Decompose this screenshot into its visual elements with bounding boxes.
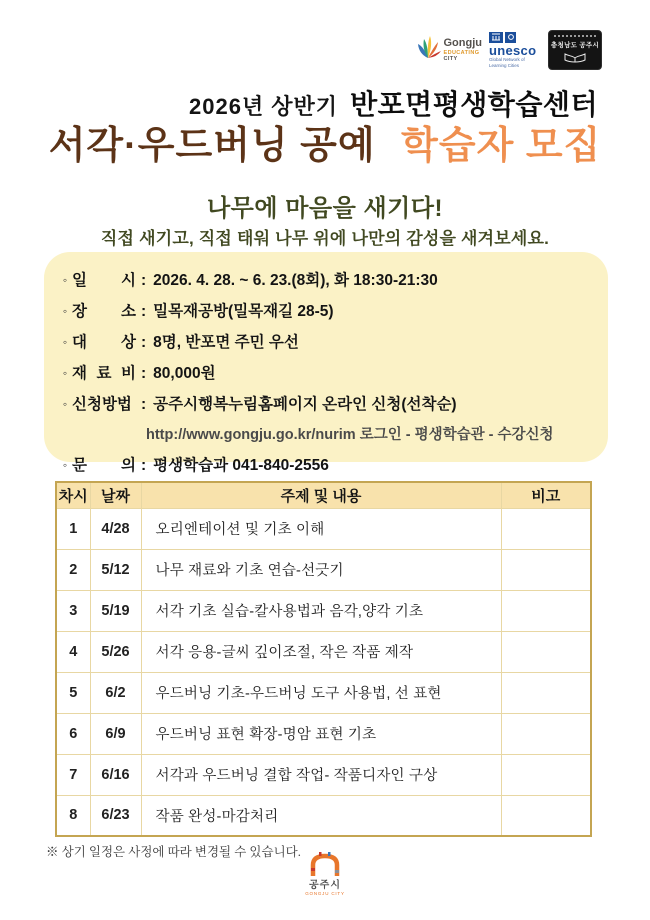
info-value-place: 밀목재공방(밀목재길 28-5) [153, 303, 334, 320]
title-program-name: 서각·우드버닝 공예 [48, 125, 376, 167]
educating-city-sub1: EDUCATING [443, 50, 480, 56]
footer-disclaimer: ※ 상기 일정은 사정에 따라 변경될 수 있습니다. [46, 845, 301, 859]
info-value-fee: 80,000원 [153, 365, 216, 382]
info-item-fee: ◦ 재 료 비 : 80,000원 [58, 358, 590, 389]
info-value-datetime: 2026. 4. 28. ~ 6. 23.(8회), 화 18:30-21:30 [153, 272, 438, 289]
badge-title: 충청남도 공주시 [550, 42, 600, 49]
title-year-term: 2026년 상반기 [189, 94, 339, 119]
unesco-subtext: Global Network of Learning Cities [489, 56, 525, 68]
arch-icon [308, 863, 342, 880]
table-row: 3 5/19 서각 기초 실습-칼사용법과 음각,양각 기초 [56, 590, 591, 631]
header-session: 차시 [56, 482, 90, 508]
info-value-apply: 공주시행복누림홈페이지 온라인 신청(선착순) [153, 396, 457, 413]
bullet-icon: ◦ [62, 458, 68, 472]
unesco-logo [489, 32, 541, 69]
city-logo-subtext: GONGJU CITY [305, 891, 345, 896]
info-item-apply: ◦ 신청방법 : 공주시행복누림홈페이지 온라인 신청(선착순) [58, 389, 590, 420]
badge-microtext-line [554, 35, 596, 37]
city-logo-name: 공주시 [309, 880, 341, 891]
header-logos [415, 30, 603, 70]
info-item-place: ◦ 장 소 : 밀목재공방(밀목재길 28-5) [58, 296, 590, 327]
table-row: 6 6/9 우드버닝 표현 확장-명암 표현 기초 [56, 713, 591, 754]
table-row: 1 4/28 오리엔테이션 및 기초 이해 [56, 508, 591, 549]
title-recruit-text: 학습자 모집 [401, 125, 602, 167]
title-center-name: 반포면평생학습센터 [350, 89, 598, 120]
info-item-contact: ◦ 문 의 : 평생학습과 041-840-2556 [58, 450, 590, 481]
header-topic: 주제 및 내용 [141, 482, 501, 508]
bullet-icon: ◦ [62, 335, 68, 349]
bullet-icon: ◦ [62, 397, 68, 411]
bullet-icon: ◦ [62, 304, 68, 318]
gongju-city-logo [290, 852, 360, 897]
unesco-wordmark: unesco [489, 42, 537, 58]
bullet-icon: ◦ [62, 366, 68, 380]
subtitle-headline: 나무에 마음을 새기다! [207, 195, 443, 222]
schedule-table [55, 481, 592, 837]
table-row: 7 6/16 서각과 우드버닝 결합 작업- 작품디자인 구상 [56, 754, 591, 795]
info-value-target: 8명, 반포면 주민 우선 [153, 334, 299, 351]
open-book-icon [564, 51, 586, 69]
table-row: 8 6/23 작품 완성-마감처리 [56, 795, 591, 836]
page-title [0, 114, 650, 169]
info-item-target: ◦ 대 상 : 8명, 반포면 주민 우선 [58, 327, 590, 358]
header-date: 날짜 [90, 482, 141, 508]
table-header-row [56, 482, 591, 508]
subtitle-tagline: 직접 새기고, 직접 태워 나무 위에 나만의 감성을 새겨보세요. [100, 229, 550, 248]
info-value-contact: 평생학습과 041-840-2556 [153, 457, 329, 474]
bullet-icon: ◦ [62, 273, 68, 287]
chungnam-gongju-badge [548, 30, 602, 70]
unesco-temple-icon [489, 32, 503, 43]
table-row: 5 6/2 우드버닝 기초-우드버닝 도구 사용법, 선 표현 [56, 672, 591, 713]
gongju-educating-city-logo [415, 32, 483, 69]
header-note: 비고 [501, 482, 591, 508]
program-info-box [44, 252, 608, 474]
info-item-datetime: ◦ 일 시 : 2026. 4. 28. ~ 6. 23.(8회), 화 18:30-21:30 [58, 265, 590, 296]
unesco-emblem-icon [505, 32, 516, 43]
info-apply-url: http://www.gongju.go.kr/nurim 로그인 - 평생학습관 - 수강신청 [146, 427, 554, 443]
table-row: 4 5/26 서각 응용-글씨 깊이조절, 작은 작품 제작 [56, 631, 591, 672]
educating-city-sub2: CITY [443, 55, 458, 62]
table-row: 2 5/12 나무 재료와 기초 연습-선긋기 [56, 549, 591, 590]
educating-city-wordmark: Gongju [443, 37, 482, 49]
pinwheel-icon [415, 32, 441, 69]
